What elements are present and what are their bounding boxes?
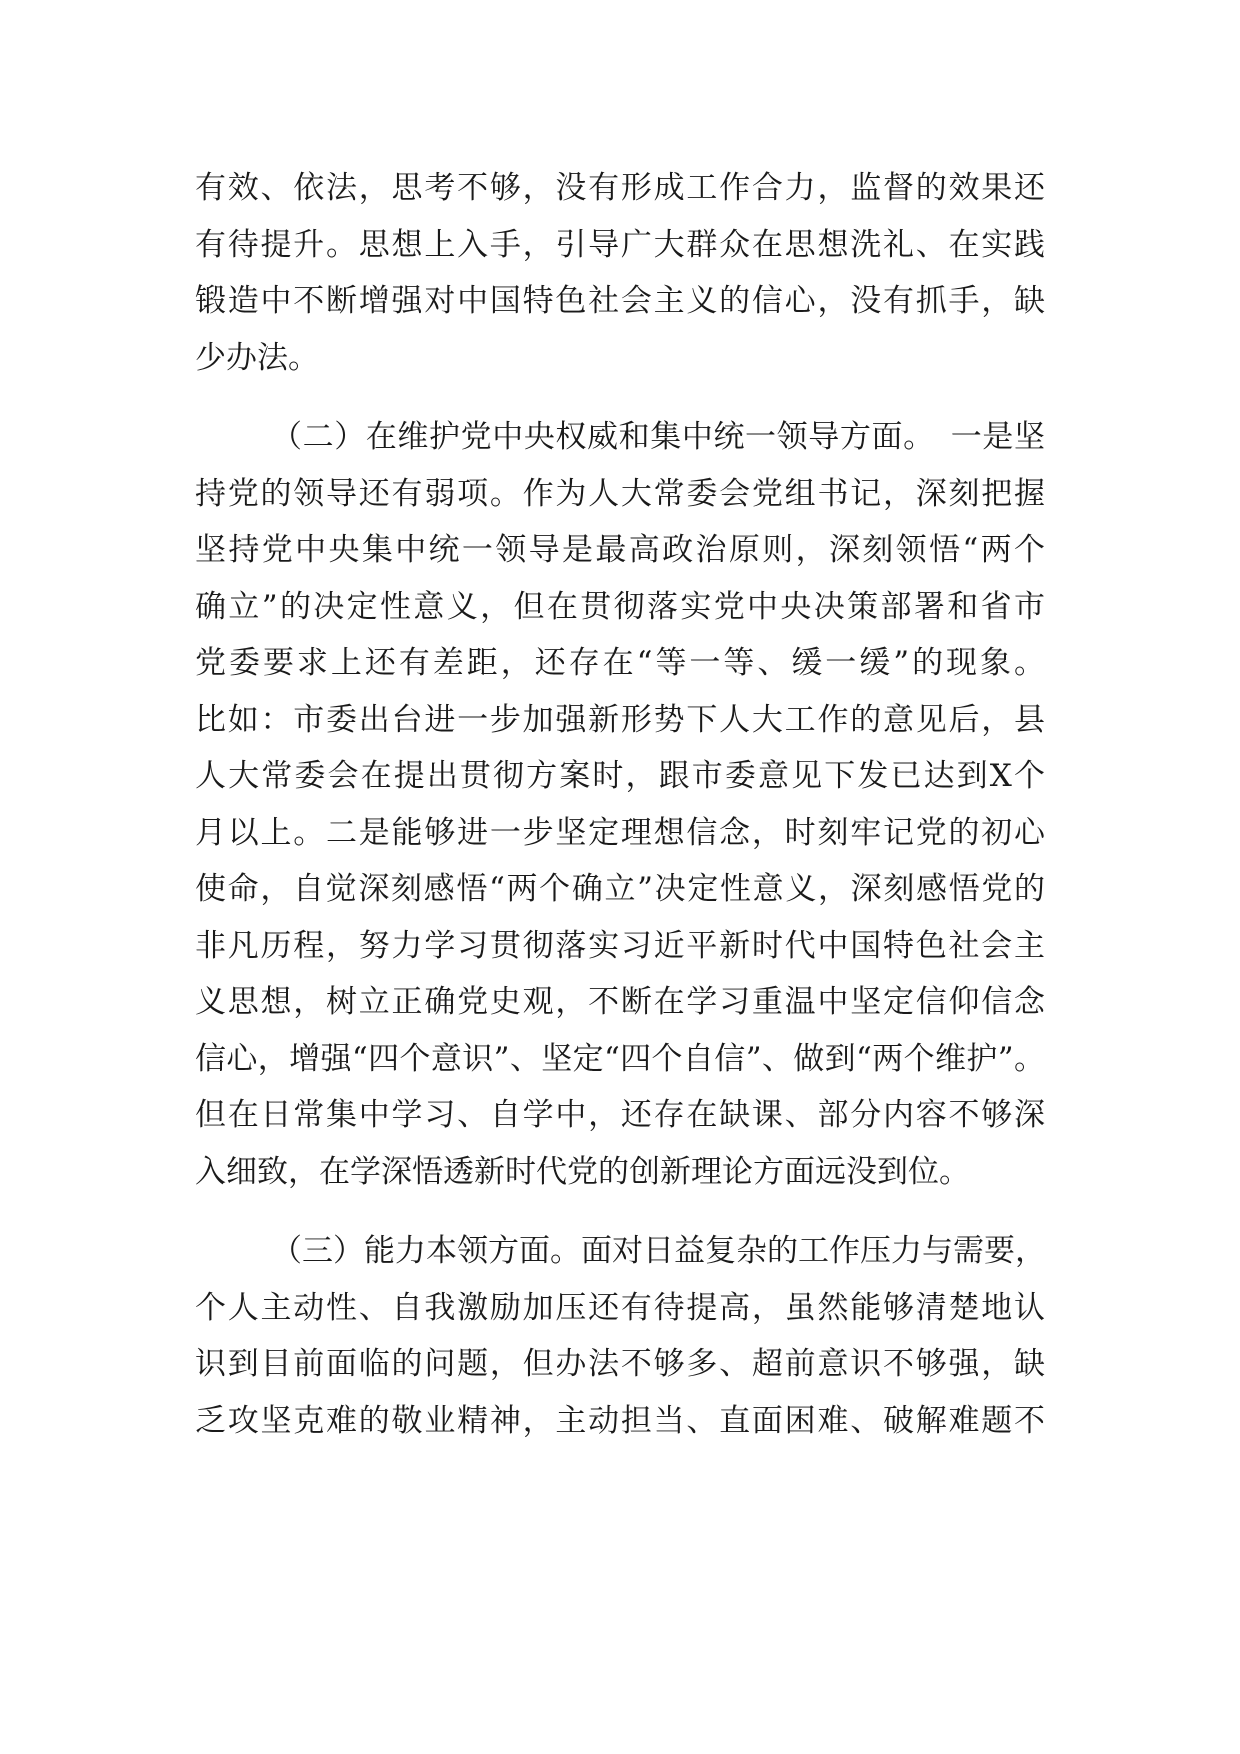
text-line: 个人主动性、自我激励加压还有待提高，虽然能够清楚地认 xyxy=(195,1289,1045,1326)
text-line: 乏攻坚克难的敬业精神，主动担当、直面困难、破解难题不 xyxy=(195,1402,1045,1439)
paragraph-1 xyxy=(195,160,1045,386)
text-line: 少办法。 xyxy=(195,339,319,376)
text-line: （三）能力本领方面。面对日益复杂的工作压力与需要， xyxy=(271,1233,1046,1269)
text-line: 人大常委会在提出贯彻方案时，跟市委意见下发已达到X个 xyxy=(195,758,1045,794)
text-line: 坚持党中央集中统一领导是最高政治原则，深刻领悟“两个 xyxy=(195,532,1045,568)
text-line: 但在日常集中学习、自学中，还存在缺课、部分内容不够深 xyxy=(195,1097,1045,1133)
text-line: 有待提升。思想上入手，引导广大群众在思想洗礼、在实践 xyxy=(195,226,1045,263)
text-line: （二）在维护党中央权威和集中统一领导方面。 一是坚 xyxy=(271,419,1045,455)
paragraph-2 xyxy=(195,409,1045,1200)
text-line: 党委要求上还有差距，还存在“等一等、缓一缓”的现象。 xyxy=(195,645,1045,681)
text-line: 比如：市委出台进一步加强新形势下人大工作的意见后，县 xyxy=(195,701,1045,738)
paragraph-3 xyxy=(195,1223,1045,1449)
document-body xyxy=(195,160,1045,1449)
text-line: 非凡历程，努力学习贯彻落实习近平新时代中国特色社会主 xyxy=(195,927,1045,964)
text-line: 识到目前面临的问题，但办法不够多、超前意识不够强，缺 xyxy=(195,1346,1045,1382)
text-line: 确立”的决定性意义，但在贯彻落实党中央决策部署和省市 xyxy=(195,588,1045,625)
paragraph-spacer xyxy=(195,1200,1045,1223)
text-line: 锻造中不断增强对中国特色社会主义的信心，没有抓手，缺 xyxy=(195,283,1045,319)
text-line: 有效、依法，思考不够，没有形成工作合力，监督的效果还 xyxy=(195,170,1045,206)
paragraph-spacer xyxy=(195,386,1045,409)
text-line: 月以上。二是能够进一步坚定理想信念，时刻牢记党的初心 xyxy=(195,814,1045,851)
text-line: 持党的领导还有弱项。作为人大常委会党组书记，深刻把握 xyxy=(195,475,1045,512)
text-line: 义思想，树立正确党史观，不断在学习重温中坚定信仰信念 xyxy=(195,984,1045,1020)
text-line: 使命，自觉深刻感悟“两个确立”决定性意义，深刻感悟党的 xyxy=(195,871,1045,907)
text-line: 信心，增强“四个意识”、坚定“四个自信”、做到“两个维护”。 xyxy=(195,1040,1045,1077)
text-line: 入细致，在学深悟透新时代党的创新理论方面远没到位。 xyxy=(195,1153,970,1190)
